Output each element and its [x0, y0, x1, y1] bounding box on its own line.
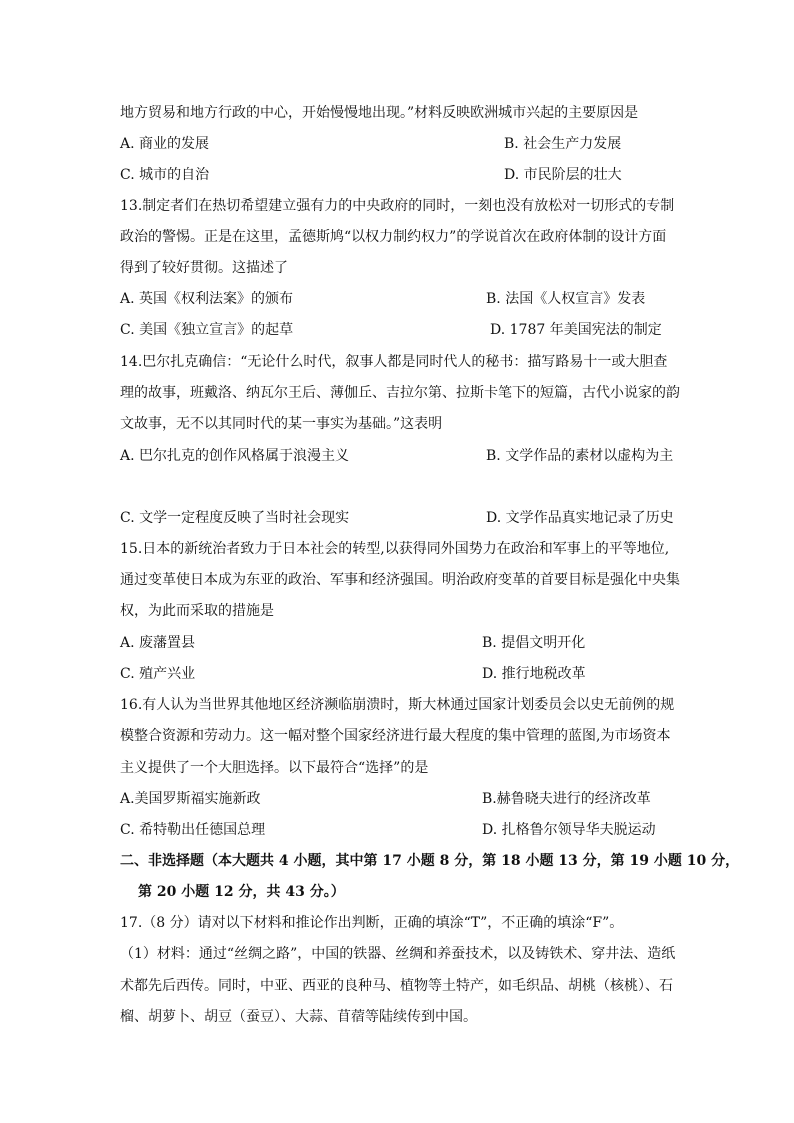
q14-option-b: B. 文学作品的素材以虚构为主: [486, 448, 674, 464]
q13-option-b: B. 法国《人权宣言》发表: [486, 291, 646, 307]
q14-stem-line: 文故事，无不以其同时代的某一事实为基础。”这表明: [120, 416, 443, 432]
q15-option-c: C. 殖产兴业: [120, 666, 196, 682]
q15-stem-line: 15.日本的新统治者致力于日本社会的转型,以获得同外国势力在政治和军事上的平等地位,: [120, 541, 670, 557]
q13-stem-line: 13.制定者们在热切希望建立强有力的中央政府的同时，一刻也没有放松对一切形式的专制: [120, 198, 675, 214]
q16-stem-line: 16.有人认为当世界其他地区经济濒临崩溃时，斯大林通过国家计划委员会以史无前例的规: [120, 697, 675, 713]
q17-stem: 17.（8 分）请对以下材料和推论作出判断，正确的填涂“T”，不正确的填涂“F”。: [120, 915, 624, 931]
q15-option-d: D. 推行地税改革: [482, 666, 586, 682]
q17-material-line: （1）材料：通过“丝绸之路”，中国的铁器、丝绸和养蚕技术，以及铸铁术、穿井法、造纸: [120, 946, 676, 962]
q14-option-a: A. 巴尔扎克的创作风格属于浪漫主义: [120, 448, 350, 464]
q16-stem-line: 模整合资源和劳动力。这一幅对整个国家经济进行最大程度的集中管理的蓝图,为市场资本: [120, 728, 671, 744]
q12-option-a: A. 商业的发展: [120, 136, 210, 152]
q17-material-line: 榴、胡萝卜、胡豆（蚕豆）、大蒜、苜蓿等陆续传到中国。: [120, 1009, 477, 1025]
q16-stem-line: 主义提供了一个大胆选择。以下最符合“选择”的是: [120, 760, 429, 776]
q13-stem-line: 政治的警惕。正是在这里，孟德斯鸠“以权力制约权力”的学说首次在政府体制的设计方面: [120, 229, 667, 245]
q12-option-c: C. 城市的自治: [120, 167, 210, 183]
q12-stem-tail: 地方贸易和地方行政的中心，开始慢慢地出现。”材料反映欧洲城市兴起的主要原因是: [120, 105, 639, 121]
section-heading-cont: 第 20 小题 12 分，共 43 分。）: [138, 884, 345, 900]
q17-material-line: 术都先后西传。同时，中亚、西亚的良种马、植物等土特产，如毛织品、胡桃（核桃）、石: [120, 978, 673, 994]
q14-stem-line: 理的故事，班戴洛、纳瓦尔王后、薄伽丘、吉拉尔第、拉斯卡笔下的短篇，古代小说家的韵: [120, 385, 680, 401]
q16-option-d: D. 扎格鲁尔领导华夫脱运动: [482, 822, 656, 838]
q13-option-c: C. 美国《独立宣言》的起草: [120, 322, 294, 338]
q16-option-b: B.赫鲁晓夫进行的经济改革: [482, 791, 651, 807]
q13-option-d: D. 1787 年美国宪法的制定: [490, 322, 662, 338]
q16-option-c: C. 希特勒出任德国总理: [120, 822, 266, 838]
section-heading: 二、非选择题（本大题共 4 小题，其中第 17 小题 8 分，第 18 小题 13 分，第 19 小题 10 分，: [120, 853, 740, 869]
q12-option-b: B. 社会生产力发展: [504, 136, 622, 152]
q13-option-a: A. 英国《权利法案》的颁布: [120, 291, 294, 307]
q14-option-d: D. 文学作品真实地记录了历史: [486, 510, 674, 526]
q13-stem-line: 得到了较好贯彻。这描述了: [120, 260, 288, 276]
q15-stem-line: 权，为此而采取的措施是: [120, 603, 274, 619]
q16-option-a: A.美国罗斯福实施新政: [120, 791, 261, 807]
q15-option-a: A. 废藩置县: [120, 635, 196, 651]
q14-option-c: C. 文学一定程度反映了当时社会现实: [120, 510, 350, 526]
q12-option-d: D. 市民阶层的壮大: [504, 167, 622, 183]
q14-stem-line: 14.巴尔扎克确信：“无论什么时代，叙事人都是同时代人的秘书：描写路易十一或大胆查: [120, 354, 668, 370]
q15-stem-line: 通过变革使日本成为东亚的政治、军事和经济强国。明治政府变革的首要目标是强化中央集: [120, 572, 680, 588]
q15-option-b: B. 提倡文明开化: [482, 635, 586, 651]
